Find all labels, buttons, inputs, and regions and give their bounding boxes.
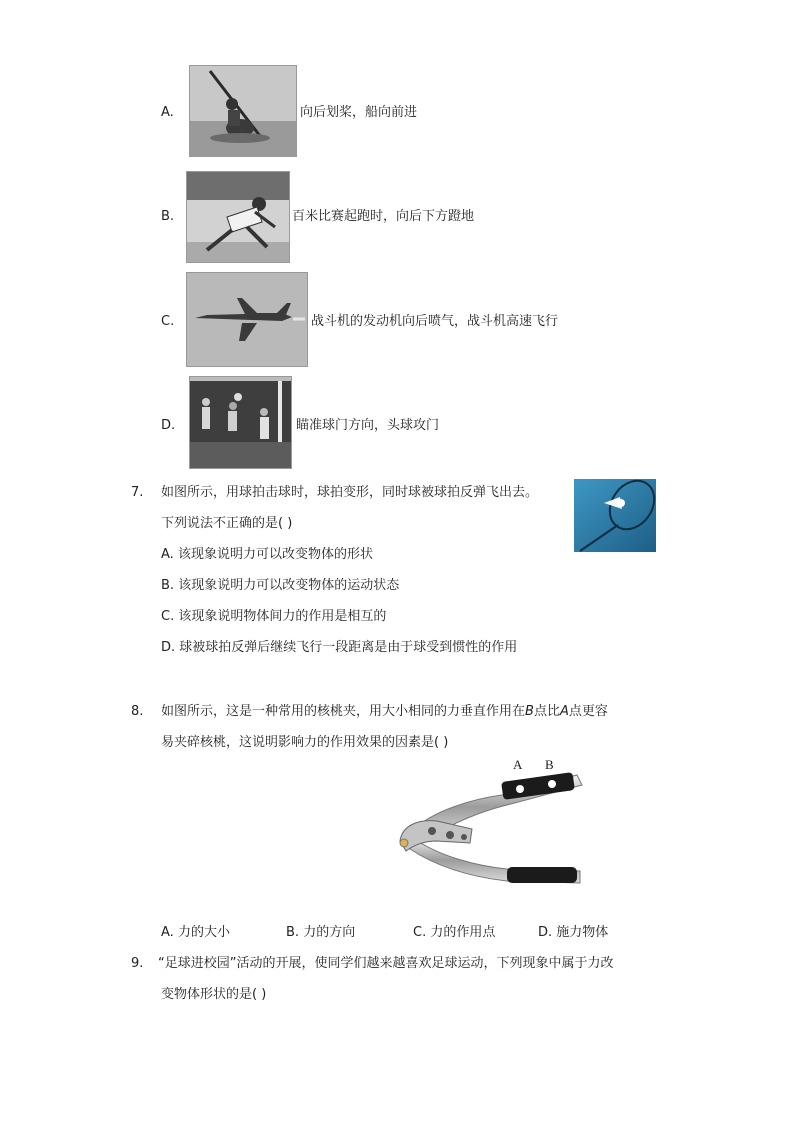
label-b: B (545, 757, 554, 772)
option-letter: B. (161, 578, 175, 593)
option-letter: A. (161, 547, 174, 562)
question-number: 7. (131, 485, 144, 500)
badminton-racket-photo (574, 479, 656, 552)
option-b (161, 578, 399, 594)
question-stem: 变物体形状的是( ) (161, 987, 267, 1002)
option-letter: A. (161, 925, 174, 940)
option-text: 力的大小 (177, 925, 230, 940)
option-text: 向后划桨，船向前进 (300, 105, 418, 120)
question-stem (161, 704, 608, 720)
option-text: 该现象说明物体间力的作用是相互的 (178, 609, 387, 624)
sprint-start-photo (186, 171, 290, 263)
question-number: 9. (131, 956, 144, 971)
option-a (161, 547, 373, 563)
option-text: 施力物体 (556, 925, 609, 940)
option-text: 该现象说明力可以改变物体的运动状态 (178, 578, 400, 593)
option-letter: A. (161, 105, 174, 120)
option-text: 瞄准球门方向，头球攻门 (296, 418, 440, 433)
option-letter: D. (161, 640, 176, 655)
option-text: 战斗机的发动机向后喷气，战斗机高速飞行 (311, 314, 559, 329)
option-text: 球被球拍反弹后继续飞行一段距离是由于球受到惯性的作用 (179, 640, 518, 655)
point-a-variable: A (559, 704, 569, 719)
option-text: 百米比赛起跑时，向后下方蹬地 (292, 209, 475, 224)
option-c (161, 609, 386, 625)
option-text: 力的方向 (303, 925, 356, 940)
option-a (161, 925, 230, 941)
nutcracker-photo (392, 755, 592, 895)
question-stem: 易夹碎核桃，这说明影响力的作用效果的因素是( ) (161, 735, 449, 750)
option-letter: D. (538, 925, 553, 940)
fighter-jet-photo (186, 272, 308, 367)
rowing-photo (189, 65, 297, 157)
question-stem: 如图所示，用球拍击球时，球拍变形，同时球被球拍反弹飞出去。 (161, 485, 539, 500)
question-stem: “足球进校园”活动的开展，使同学们越来越喜欢足球运动，下列现象中属于力改 (158, 956, 614, 971)
option-letter: B. (161, 209, 175, 224)
stem-part: 点比 (533, 704, 560, 719)
option-d (161, 640, 517, 656)
option-d (538, 925, 608, 941)
stem-part: 点更容 (568, 704, 608, 719)
option-text: 力的作用点 (430, 925, 496, 940)
label-a: A (513, 757, 523, 772)
question-stem: 下列说法不正确的是( ) (161, 516, 293, 531)
option-letter: C. (161, 609, 175, 624)
option-letter: C. (413, 925, 427, 940)
point-b-variable: B (525, 704, 534, 719)
option-text: 该现象说明力可以改变物体的形状 (177, 547, 373, 562)
option-b (286, 925, 355, 941)
option-c (413, 925, 495, 941)
option-letter: C. (161, 314, 175, 329)
stem-part: 如图所示，这是一种常用的核桃夹，用大小相同的力垂直作用在 (161, 704, 526, 719)
soccer-header-photo (189, 376, 292, 469)
option-letter: B. (286, 925, 300, 940)
option-letter: D. (161, 418, 176, 433)
question-number: 8. (131, 704, 144, 719)
